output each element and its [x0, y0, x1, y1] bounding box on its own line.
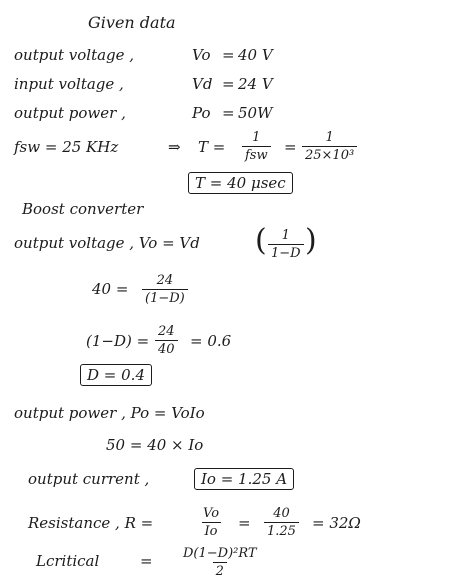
given-output-voltage-label: output voltage ,	[14, 46, 135, 64]
given-input-voltage-symbol: Vd	[192, 75, 213, 93]
period-fraction-2	[302, 130, 357, 163]
period-fraction-1	[242, 130, 271, 163]
given-output-power-symbol: Po	[192, 104, 211, 122]
given-output-voltage-value: 40 V	[238, 46, 273, 64]
given-output-power-value: 50W	[238, 104, 273, 122]
step2-lhs: (1−D) =	[86, 332, 150, 350]
lcritical-fraction	[180, 546, 260, 579]
given-output-voltage-symbol: Vo	[192, 46, 211, 64]
left-paren: (	[255, 223, 267, 258]
resistance-fraction-1-num: Vo	[203, 506, 220, 521]
lcritical-num: D(1−D)²RT	[183, 546, 257, 561]
period-fraction-2-num: 1	[325, 130, 334, 145]
implies-arrow: ⇒	[168, 138, 181, 156]
right-paren: )	[305, 223, 317, 258]
resistance-fraction-1	[200, 506, 222, 539]
period-fraction-1-den: fsw	[242, 146, 271, 163]
period-result-box: T = 40 μsec	[188, 172, 293, 194]
step1-num: 24	[156, 273, 174, 288]
voltage-equation-den: 1−D	[268, 244, 304, 261]
page-title: Given data	[88, 13, 176, 32]
period-fraction-1-num: 1	[252, 130, 261, 145]
given-output-power-eq: =	[222, 104, 235, 122]
period-eq: =	[284, 138, 297, 156]
resistance-rhs: = 32Ω	[312, 514, 361, 532]
step1-fraction	[142, 273, 188, 306]
duty-cycle-result-box: D = 0.4	[80, 364, 152, 386]
lcritical-den: 2	[213, 562, 227, 579]
step1-lhs: 40 =	[92, 280, 129, 298]
power-equation: output power , Po = VoIo	[14, 404, 205, 422]
fsw-lhs: fsw = 25 KHz	[14, 138, 119, 156]
current-label: output current ,	[28, 470, 150, 488]
given-input-voltage-value: 24 V	[238, 75, 273, 93]
power-substitution: 50 = 40 × Io	[106, 436, 204, 454]
step2-den: 40	[155, 340, 178, 357]
step2-num: 24	[158, 324, 175, 339]
given-input-voltage-label: input voltage ,	[14, 75, 124, 93]
period-lhs: T =	[198, 138, 226, 156]
resistance-eq: =	[238, 514, 251, 532]
step2-rhs: = 0.6	[190, 332, 232, 350]
resistance-fraction-1-den: Io	[202, 522, 221, 539]
boost-heading: Boost converter	[22, 200, 144, 218]
period-fraction-2-den: 25×10³	[302, 146, 357, 163]
resistance-fraction-2	[264, 506, 299, 539]
given-output-voltage-eq: =	[222, 46, 235, 64]
lcritical-eq: =	[140, 552, 153, 570]
voltage-equation-fraction	[268, 228, 304, 261]
resistance-lhs: Resistance , R =	[28, 514, 154, 532]
lcritical-label: Lcritical	[36, 552, 100, 570]
resistance-fraction-2-den: 1.25	[264, 522, 299, 539]
resistance-fraction-2-num: 40	[273, 506, 290, 521]
current-result-box: Io = 1.25 A	[194, 468, 294, 490]
step1-den: (1−D)	[142, 289, 188, 306]
step2-fraction	[155, 324, 178, 357]
voltage-equation-lhs: output voltage , Vo = Vd	[14, 234, 200, 252]
voltage-equation-num: 1	[281, 228, 290, 243]
given-output-power-label: output power ,	[14, 104, 126, 122]
given-input-voltage-eq: =	[222, 75, 235, 93]
